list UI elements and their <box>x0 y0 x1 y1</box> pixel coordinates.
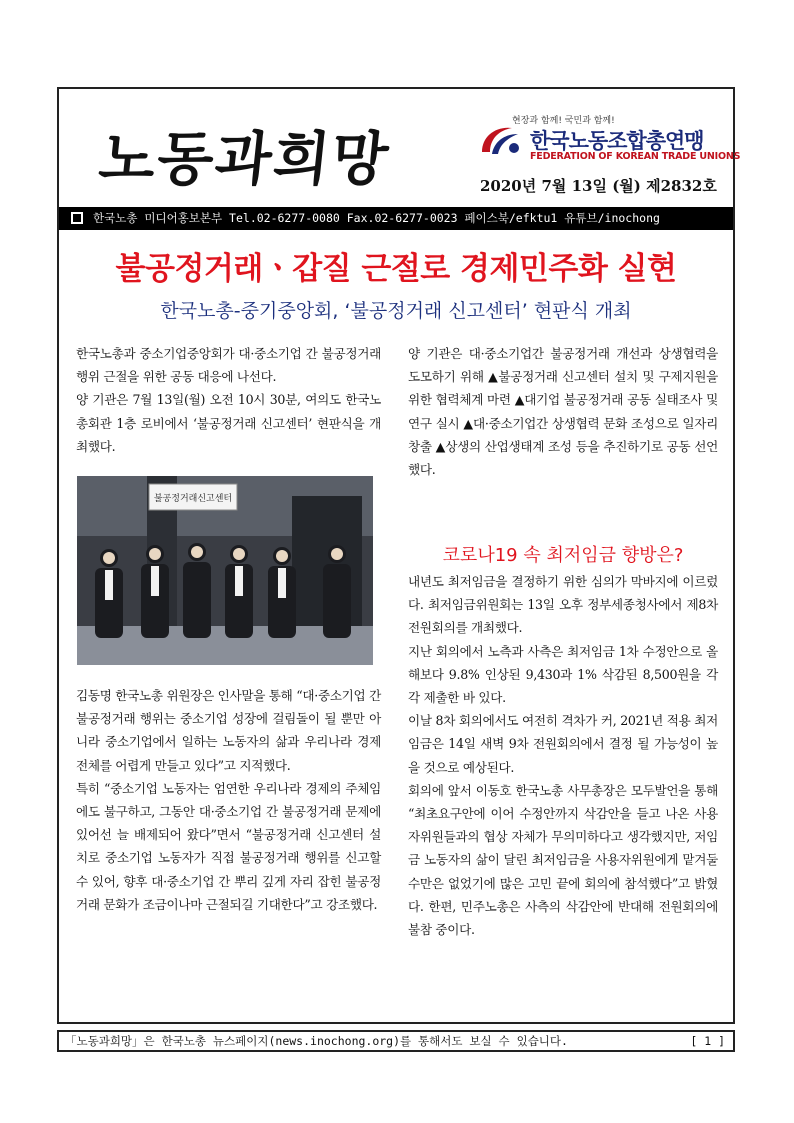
contact-info-bar <box>59 207 733 230</box>
masthead-title: 노동과희망 <box>95 125 394 193</box>
article1-paragraph: 한국노총과 중소기업중앙회가 대·중소기업 간 불공정거래행위 근절을 위한 공동 대응에 나선다. <box>76 346 381 385</box>
article1-paragraph: 양 기관은 대·중소기업간 불공정거래 개선과 상생협력을 도모하기 위해 ▲불공정거래 신고센터 설치 및 구제지원을 위한 협력체계 마련 ▲대기업 불공정거래 공동 실태조사 및 연구 실시 ▲대·중소기업간 상생협력 문화 조성으로 일자리 창출 ▲상생의 산업생태계 조성 등을 추진하기로 공동 선언했다. <box>408 346 718 478</box>
article2-paragraph: 이날 8차 회의에서도 여전히 격차가 커, 2021년 적용 최저임금은 14일 새벽 9차 전원회의에서 결정 될 가능성이 높을 것으로 예상된다. <box>408 713 718 775</box>
article1-column-left-bottom <box>76 684 381 916</box>
article-headline: 불공정거래ㆍ갑질 근절로 경제민주화 실현 <box>115 251 677 287</box>
article1-paragraph: 양 기관은 7월 13일(월) 오전 10시 30분, 여의도 한국노총회관 1층 로비에서 ‘불공정거래 신고센터’ 현판식을 개최했다. <box>76 392 381 454</box>
article2-paragraph: 지난 회의에서 노측과 사측은 최저임금 1차 수정안으로 올해보다 9.8% 인상된 9,430과 1% 삭감된 8,500원을 각각 제출한 바 있다. <box>408 643 718 706</box>
article-subhead: 한국노총-중기중앙회, ‘불공정거래 신고센터’ 현판식 개최 <box>160 300 632 322</box>
flag-icon <box>71 212 83 224</box>
article1-column-right <box>408 342 718 481</box>
article1-paragraph: 김동명 한국노총 위원장은 인사말을 통해 “대·중소기업 간 불공정거래 행위는 중소기업 성장에 걸림돌이 될 뿐만 아니라 중소기업에서 일하는 노동자의 삶과 우리나라 경제 전체를 어렵게 만들고 있다”고 지적했다. <box>76 688 381 773</box>
org-name-english: FEDERATION OF KOREAN TRADE UNIONS <box>530 151 741 162</box>
issue-date: 2020년 7월 13일 (월) 제2832호 <box>480 177 717 195</box>
article1-column-left-top <box>76 342 381 458</box>
ceremony-photo <box>77 476 373 665</box>
article1-paragraph: 특히 “중소기업 노동자는 엄연한 우리나라 경제의 주체임에도 불구하고, 그동안 대·중소기업 간 불공정거래 문제에 있어선 늘 배제되어 왔다”면서 “불공정거래 신고센터 설치로 중소기업 노동자가 직접 불공정거래 행위를 신고할 수 있어, 향후 대·중소기업 간 뿌리 깊게 자리 잡힌 불공정거래 문화가 조금이나마 근절되길 기대한다”고 강조했다. <box>76 780 381 912</box>
article2-column <box>408 570 718 941</box>
contact-info-text: 한국노총 미디어홍보본부 Tel.02-6277-0080 Fax.02-6277-0023 페이스북/efktu1 유튜브/inochong <box>93 211 660 225</box>
footer-bar <box>57 1030 735 1052</box>
photo-sign-text: 불공정거래신고센터 <box>153 494 233 504</box>
org-slogan: 현장과 함께! 국민과 함께! <box>512 116 615 126</box>
fktu-logo-icon <box>478 122 522 158</box>
article2-paragraph: 회의에 앞서 이동호 한국노총 사무총장은 모두발언을 통해 “최초요구안에 이어 수정안까지 삭감안을 들고 나온 사용자위원들과의 협상 자체가 무의미하다고 생각했지만, 저임금 노동자의 삶이 달린 최저임금을 사용자위원에게 맡겨둘 수만은 없었기에 많은 고민 끝에 회의에 참석했다”고 밝혔다. 한편, 민주노총은 사측의 삭감안에 반대해 전원회의에 불참 중이다. <box>408 782 718 938</box>
footer-text: 「노동과희망」은 한국노총 뉴스페이지(news.inochong.org)를 통해서도 보실 수 있습니다. <box>65 1034 568 1048</box>
article2-headline: 코로나19 속 최저임금 향방은? <box>442 545 684 566</box>
org-name: 한국노동조합총연맹 <box>530 129 704 153</box>
page-number: [ 1 ] <box>690 1034 725 1048</box>
article2-paragraph: 내년도 최저임금을 결정하기 위한 심의가 막바지에 이르렀다. 최저임금위원회는 13일 오후 정부세종청사에서 제8차 전원회의를 개최했다. <box>408 574 718 636</box>
